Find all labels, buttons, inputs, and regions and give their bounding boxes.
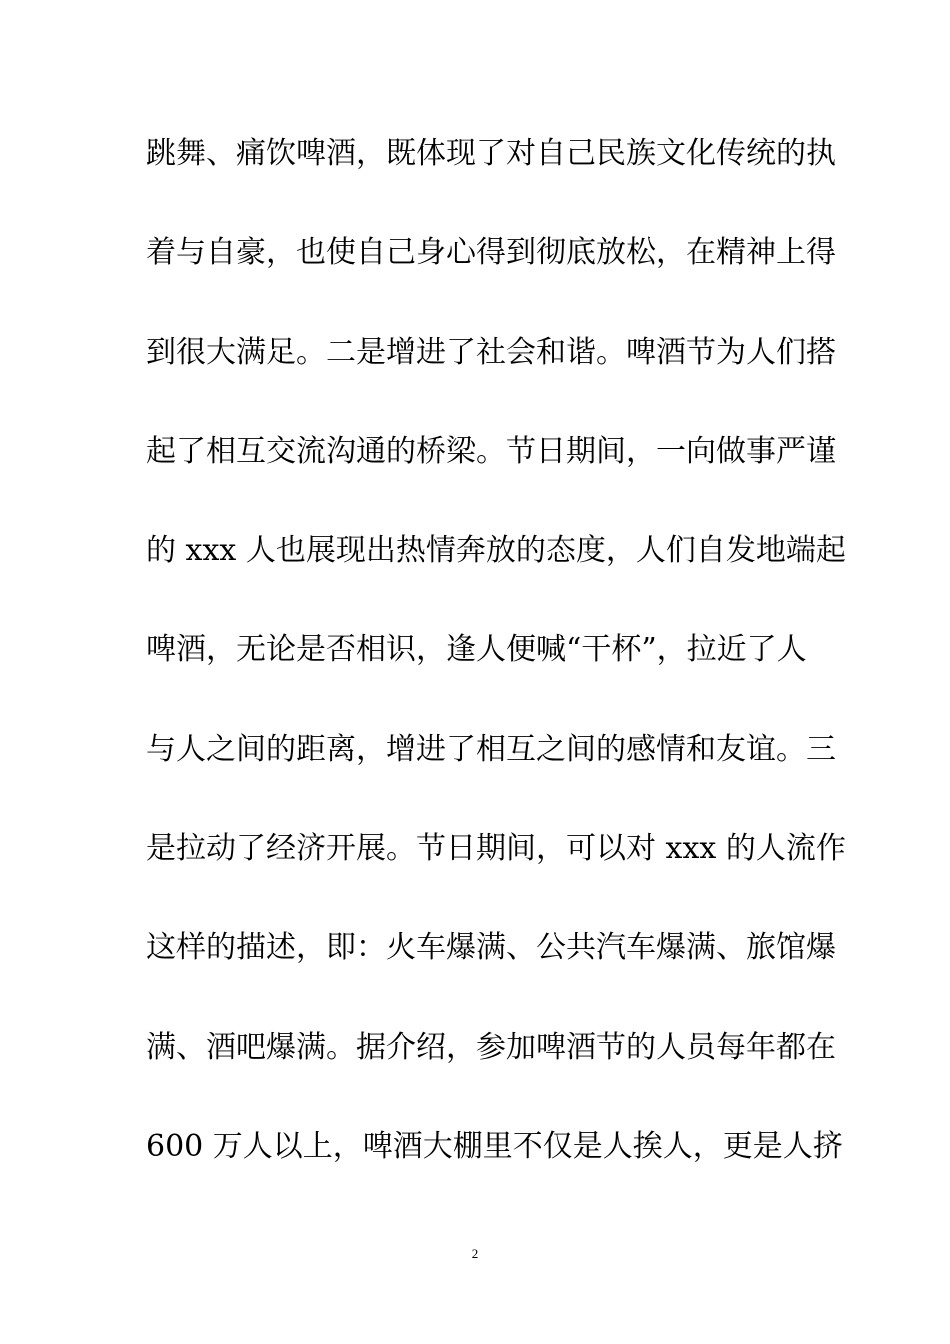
page-number: 2 <box>471 1246 479 1261</box>
body-text <box>146 128 846 1220</box>
text-line-9: 这样的描述，即：火车爆满、公共汽车爆满、旅馆爆 <box>146 930 836 966</box>
text-line-4: 起了相互交流沟通的桥梁。节日期间，一向做事严谨 <box>146 433 836 469</box>
text-line-11: 600 万人以上，啤酒大棚里不仅是人挨人，更是人挤 <box>146 1128 843 1164</box>
text-line-7: 与人之间的距离，增进了相互之间的感情和友谊。三 <box>146 731 836 767</box>
text-line-6: 啤酒，无论是否相识，逢人便喊“干杯”，拉近了人 <box>146 632 807 668</box>
text-line-5: 的 xxx 人也展现出热情奔放的态度，人们自发地端起 <box>146 533 846 569</box>
text-line-2: 着与自豪，也使自己身心得到彻底放松，在精神上得 <box>146 235 836 271</box>
text-line-8: 是拉动了经济开展。节日期间，可以对 xxx 的人流作 <box>146 831 846 867</box>
text-line-1: 跳舞、痛饮啤酒，既体现了对自己民族文化传统的执 <box>146 136 836 171</box>
text-line-3: 到很大满足。二是增进了社会和谐。啤酒节为人们搭 <box>146 334 836 370</box>
text-line-10: 满、酒吧爆满。据介绍，参加啤酒节的人员每年都在 <box>146 1029 836 1065</box>
